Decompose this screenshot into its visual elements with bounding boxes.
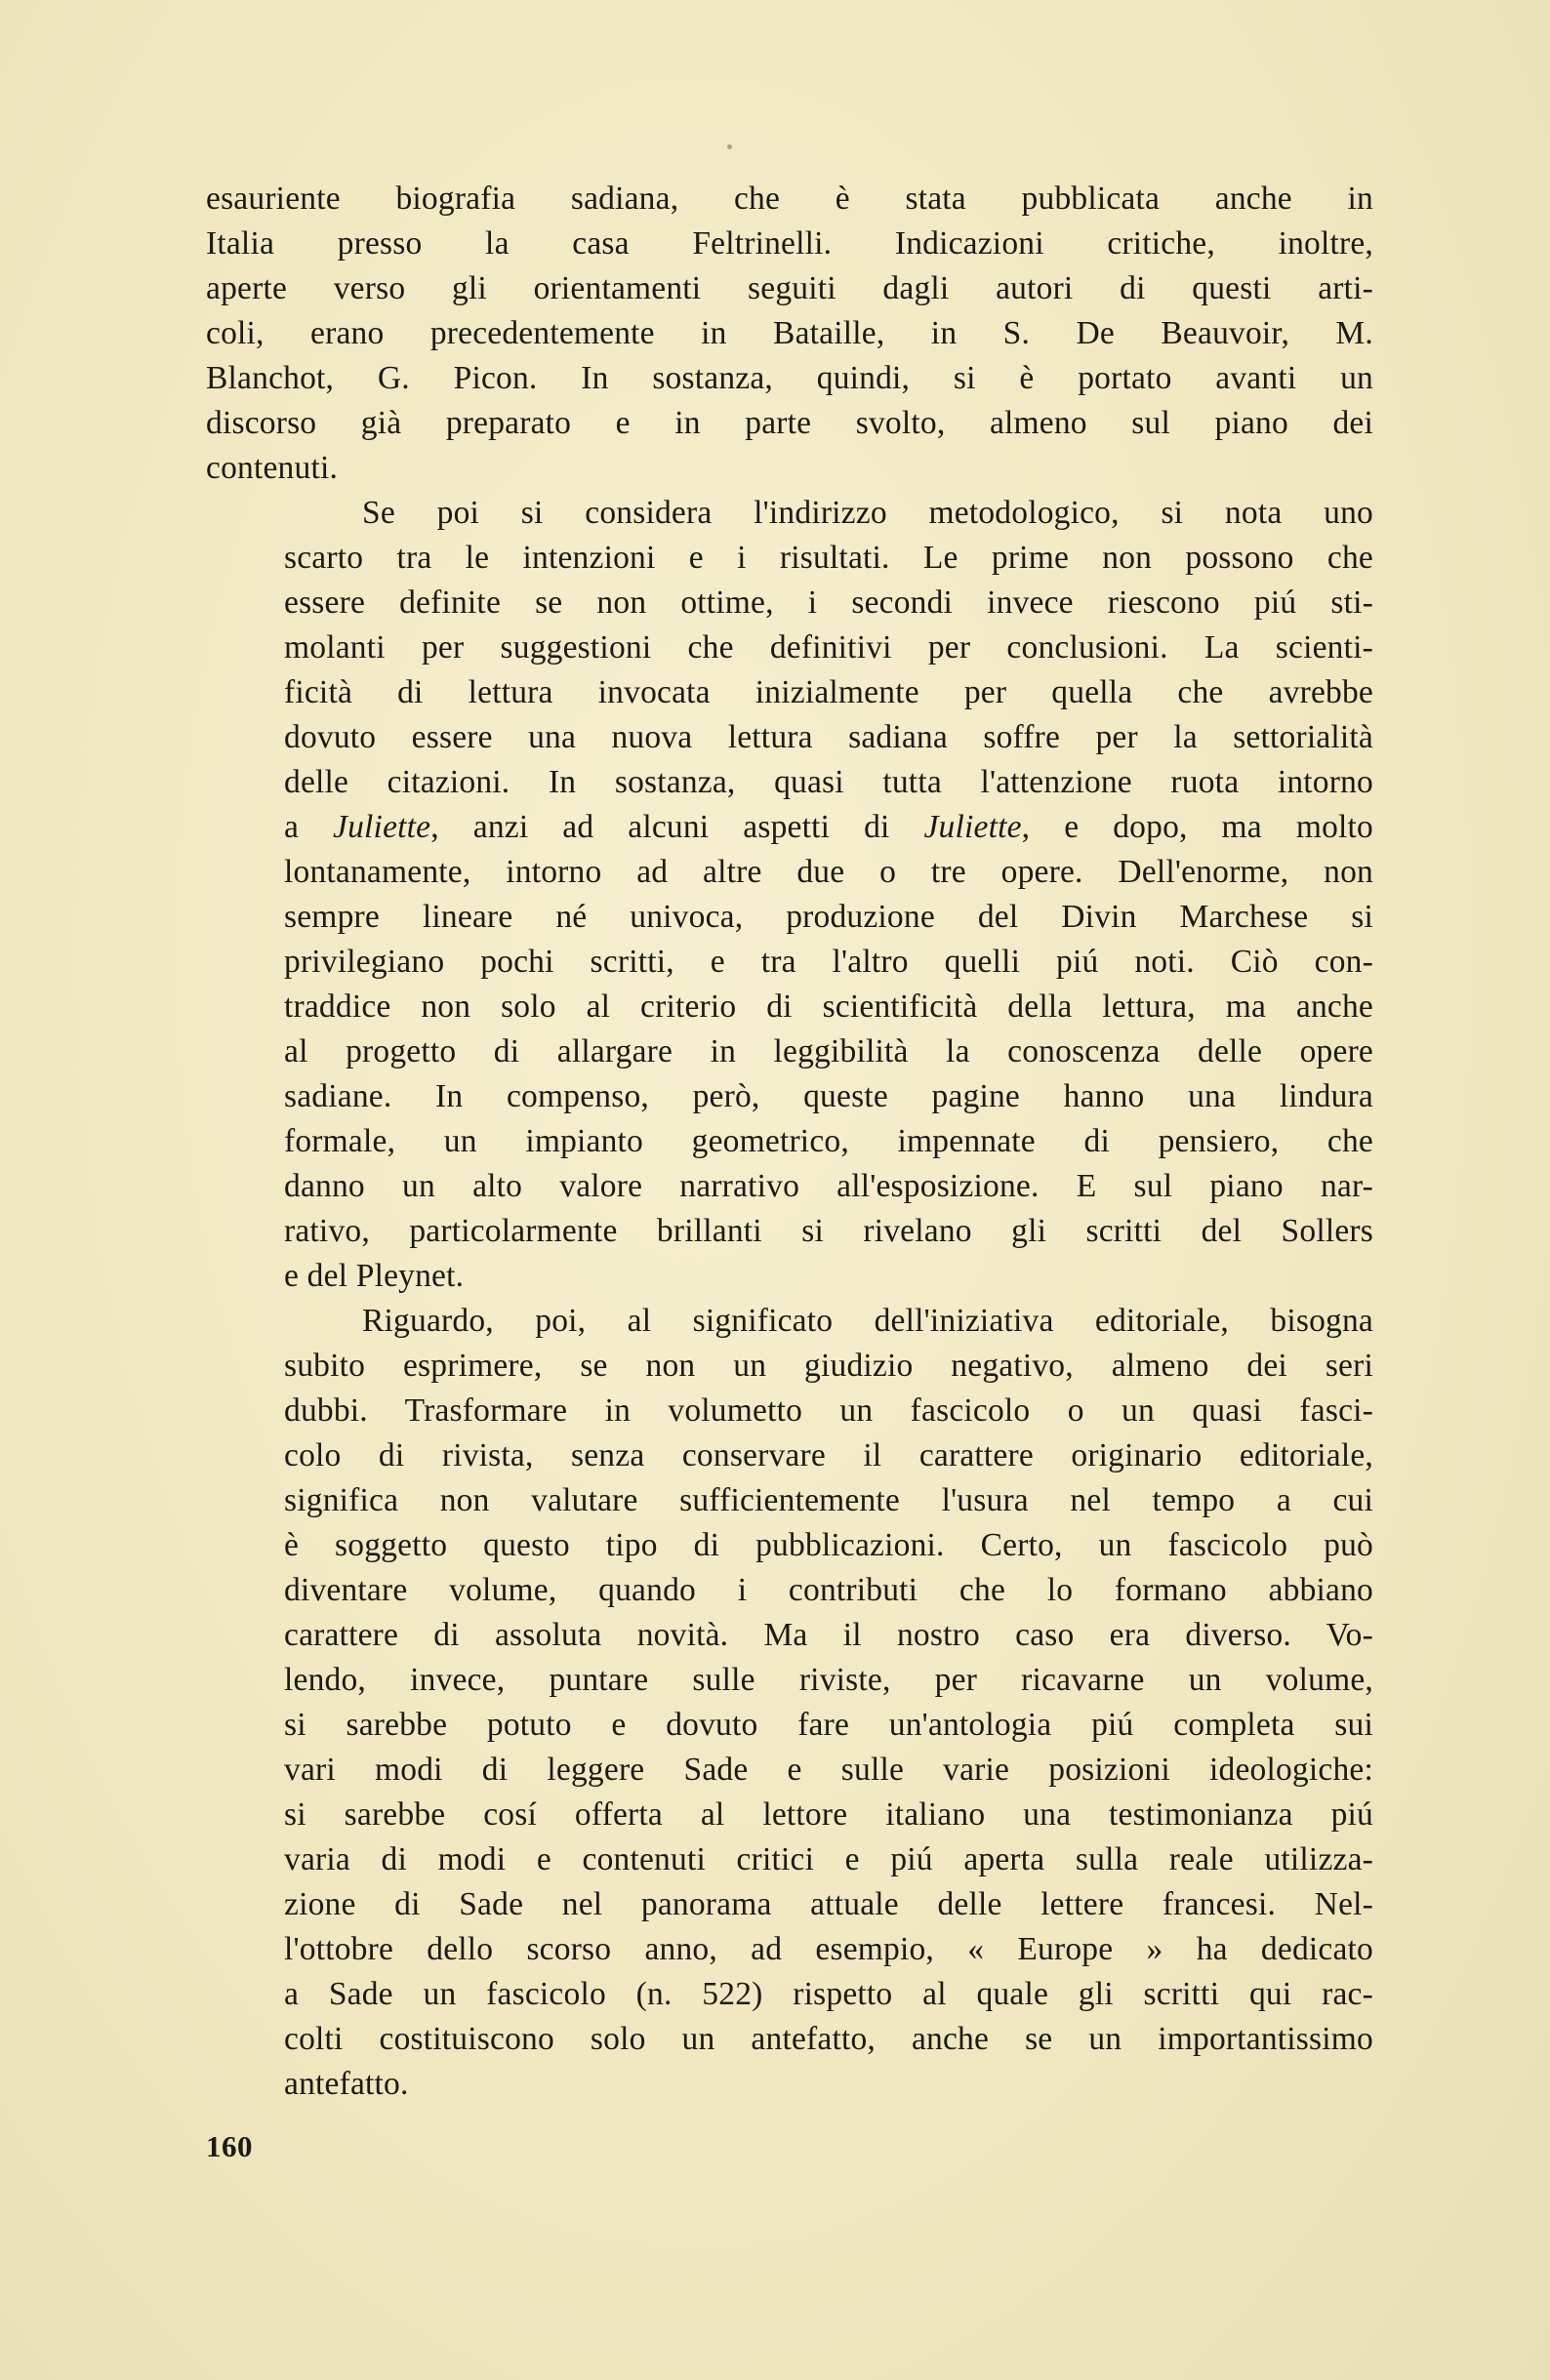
paragraph-3	[206, 1299, 1373, 2107]
paragraph-2	[206, 491, 1373, 1299]
text-line: colo di rivista, senza conservare il carattere originario editoriale,	[284, 1437, 1373, 1473]
text-line: Blanchot, G. Picon. In sostanza, quindi, si è portato avanti un	[206, 360, 1373, 396]
text-line: colti costituiscono solo un antefatto, anche se un importantissimo	[284, 2021, 1373, 2057]
text-line: diventare volume, quando i contributi che lo formano abbiano	[284, 1572, 1373, 1608]
text-line: aperte verso gli orientamenti seguiti dagli autori di questi arti-	[206, 270, 1373, 306]
text-line: a Sade un fascicolo (n. 522) rispetto al quale gli scritti qui rac-	[284, 1976, 1373, 2012]
text-line: privilegiano pochi scritti, e tra l'altro quelli piú noti. Ciò con-	[284, 944, 1373, 980]
text-line: Se poi si considera l'indirizzo metodologico, si nota uno	[362, 495, 1373, 531]
text-line: carattere di assoluta novità. Ma il nostro caso era diverso. Vo-	[284, 1617, 1373, 1653]
text-line: traddice non solo al criterio di scientificità della lettura, ma anche	[284, 988, 1373, 1025]
text-line: varia di modi e contenuti critici e piú aperta sulla reale utilizza-	[284, 1841, 1373, 1877]
text-line: lontanamente, intorno ad altre due o tre opere. Dell'enorme, non	[284, 854, 1373, 890]
text-line: rativo, particolarmente brillanti si rivelano gli scritti del Sollers	[284, 1213, 1373, 1249]
text-line: coli, erano precedentemente in Bataille, in S. De Beauvoir, M.	[206, 315, 1373, 351]
text-line: antefatto.	[284, 2066, 409, 2102]
text-line: sadiane. In compenso, però, queste pagine hanno una lindura	[284, 1078, 1373, 1114]
text-line: contenuti.	[206, 450, 339, 486]
text-line: molanti per suggestioni che definitivi per conclusioni. La scienti-	[284, 629, 1373, 666]
text-line: zione di Sade nel panorama attuale delle lettere francesi. Nel-	[284, 1886, 1373, 1922]
text-line: Riguardo, poi, al significato dell'iniziativa editoriale, bisogna	[362, 1303, 1373, 1339]
body-text	[206, 177, 1373, 2107]
text-line: si sarebbe potuto e dovuto fare un'antologia piú completa sui	[284, 1707, 1373, 1743]
text-line: lendo, invece, puntare sulle riviste, per ricavarne un volume,	[284, 1662, 1373, 1698]
text-line: scarto tra le intenzioni e i risultati. Le prime non possono che	[284, 540, 1373, 576]
text-line: si sarebbe cosí offerta al lettore italiano una testimonianza piú	[284, 1796, 1373, 1833]
page-number: 160	[206, 2129, 253, 2163]
text-line: dovuto essere una nuova lettura sadiana soffre per la settorialità	[284, 719, 1373, 755]
text-line: delle citazioni. In sostanza, quasi tutta l'attenzione ruota intorno	[284, 764, 1373, 800]
text-line: danno un alto valore narrativo all'esposizione. E sul piano nar-	[284, 1168, 1373, 1204]
text-line: discorso già preparato e in parte svolto, almeno sul piano dei	[206, 405, 1373, 441]
text-line: è soggetto questo tipo di pubblicazioni. Certo, un fascicolo può	[284, 1527, 1373, 1563]
text-line: ficità di lettura invocata inizialmente per quella che avrebbe	[284, 674, 1373, 710]
text-line: e del Pleynet.	[284, 1258, 465, 1294]
text-line: essere definite se non ottime, i secondi invece riescono piú sti-	[284, 585, 1373, 621]
text-line: sempre lineare né univoca, produzione del Divin Marchese si	[284, 899, 1373, 935]
text-line: a Juliette, anzi ad alcuni aspetti di Juliette, e dopo, ma molto	[284, 809, 1373, 845]
text-line: l'ottobre dello scorso anno, ad esempio, « Europe » ha dedicato	[284, 1931, 1373, 1967]
text-line: subito esprimere, se non un giudizio negativo, almeno dei seri	[284, 1348, 1373, 1384]
text-line: dubbi. Trasformare in volumetto un fascicolo o un quasi fasci-	[284, 1392, 1373, 1429]
text-line: significa non valutare sufficientemente l'usura nel tempo a cui	[284, 1482, 1373, 1518]
ink-speck	[727, 144, 732, 149]
paragraph-1	[206, 177, 1373, 491]
text-line: esauriente biografia sadiana, che è stata pubblicata anche in	[206, 181, 1373, 217]
text-line: vari modi di leggere Sade e sulle varie posizioni ideologiche:	[284, 1752, 1373, 1788]
text-line: al progetto di allargare in leggibilità la conoscenza delle opere	[284, 1033, 1373, 1069]
text-line: Italia presso la casa Feltrinelli. Indicazioni critiche, inoltre,	[206, 225, 1373, 262]
text-line: formale, un impianto geometrico, impennate di pensiero, che	[284, 1123, 1373, 1159]
